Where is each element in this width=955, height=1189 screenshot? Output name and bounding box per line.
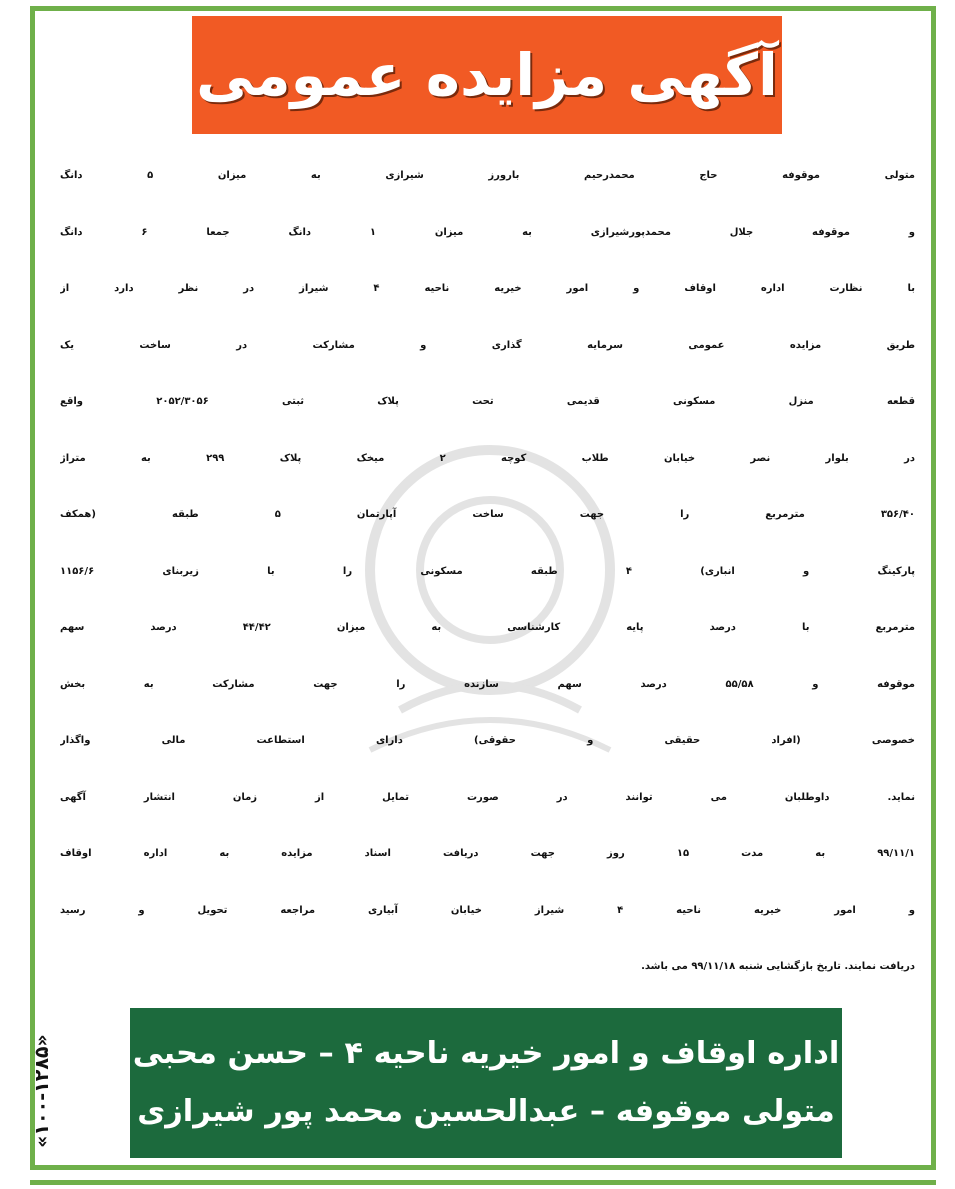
- body-line: مترمربع با درصد پایه کارشناسی به میزان ۴۴/۴۲ درصد سهم: [60, 622, 915, 633]
- reference-code-text: «۱۰۰-۱۲۸۵»: [31, 1034, 53, 1148]
- body-line: ۳۵۶/۴۰ مترمربع را جهت ساخت آپارتمان ۵ طبقه (همکف: [60, 509, 915, 520]
- bottom-divider: [30, 1180, 936, 1185]
- body-line: و امور خیریه ناحیه ۴ شیراز خیابان آبیاری مراجعه تحویل و رسید: [60, 904, 915, 916]
- title-banner: [192, 16, 782, 134]
- page-title: آگهی مزایده عمومی: [196, 41, 778, 109]
- body-line: در بلوار نصر خیابان طلاب کوچه ۲ میخک پلاک ۲۹۹ به متراژ: [60, 452, 915, 464]
- body-line: دریافت نمایند. تاریخ بازگشایی شنبه ۹۹/۱۱/۱۸ می باشد.: [641, 961, 915, 972]
- body-line: نماید. داوطلبان می توانند در صورت تمایل از زمان انتشار آگهی: [60, 791, 915, 803]
- body-line: خصوصی (افراد حقیقی و حقوقی) دارای استطاعت مالی واگذار: [60, 735, 915, 746]
- body-line: با نظارت اداره اوقاف و امور خیریه ناحیه ۴ شیراز در نظر دارد از: [60, 283, 915, 294]
- body-line: و موقوفه جلال محمدپورشیرازی به میزان ۱ دانگ جمعا ۶ دانگ: [60, 226, 915, 238]
- notice-body: [60, 148, 915, 996]
- body-line: ۹۹/۱۱/۱ به مدت ۱۵ روز جهت دریافت اسناد مزایده به اداره اوقاف: [60, 848, 915, 859]
- body-line: موقوفه و ۵۵/۵۸ درصد سهم سازنده را جهت مشارکت به بخش: [60, 678, 915, 690]
- body-line: طریق مزایده عمومی سرمایه گذاری و مشارکت در ساخت یک: [60, 339, 915, 351]
- body-line: پارکینگ و انباری) ۴ طبقه مسکونی را با زیربنای ۱۱۵۶/۶: [60, 565, 915, 577]
- signature-line-1: اداره اوقاف و امور خیریه ناحیه ۴ – حسن محبی: [132, 1036, 840, 1071]
- reference-code: [22, 1016, 62, 1166]
- body-line: متولی موقوفه حاج محمدرحیم بارورز شیرازی به میزان ۵ دانگ: [60, 170, 915, 181]
- signature-line-2: متولی موقوفه – عبدالحسین محمد پور شیرازی: [137, 1094, 835, 1129]
- signature-block: [130, 1008, 842, 1158]
- body-line: قطعه منزل مسکونی قدیمی تحت پلاک ثبتی ۲۰۵۲/۳۰۵۶ واقع: [60, 396, 915, 407]
